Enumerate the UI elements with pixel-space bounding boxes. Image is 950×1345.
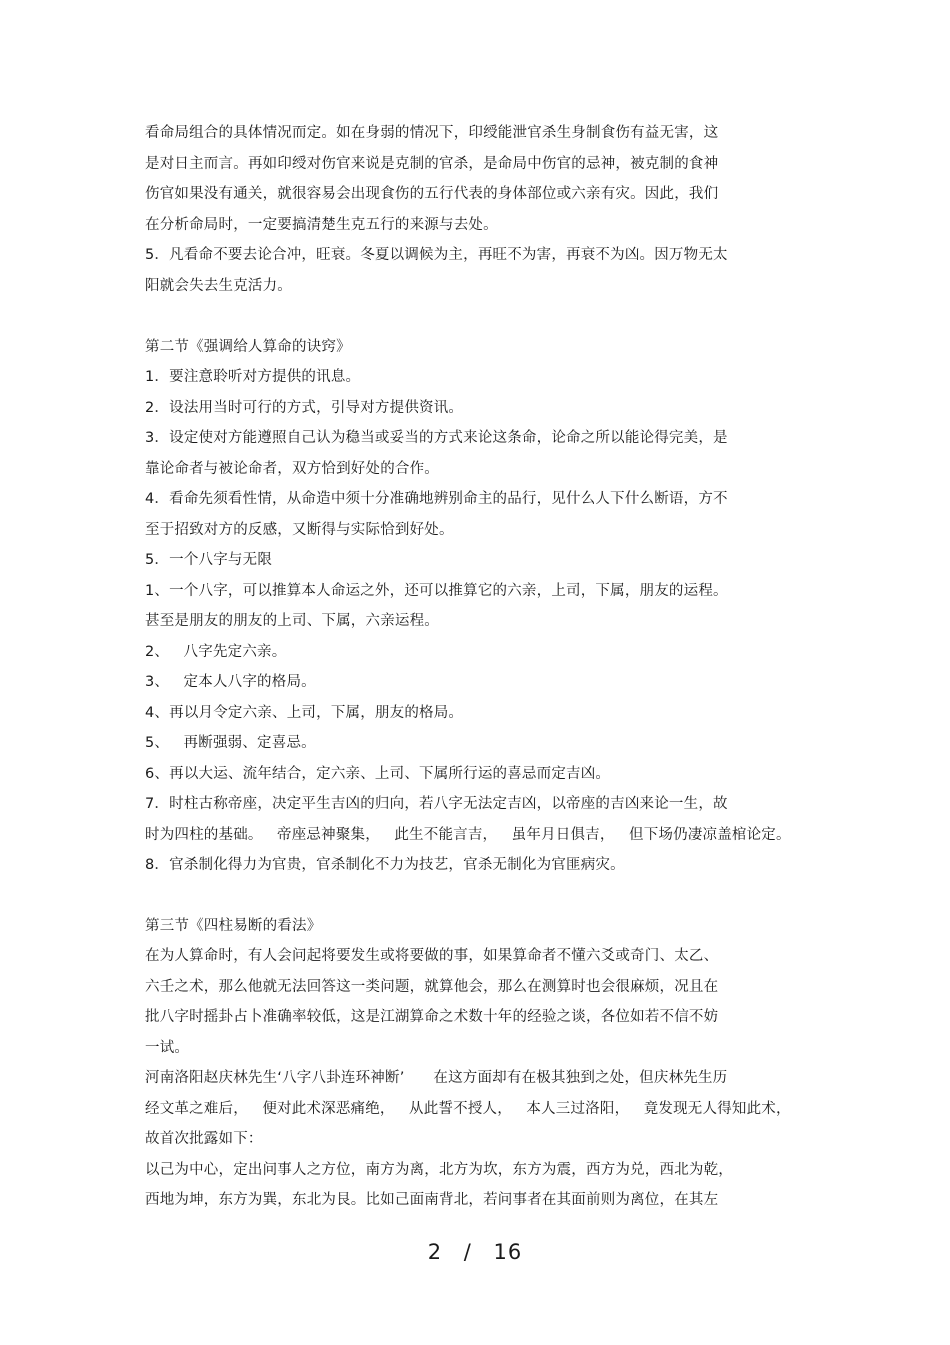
section-heading: 第三节《四柱易断的看法》 [145,918,322,934]
text-line: 批八字时摇卦占卜准确率较低，这是江湖算命之术数十年的经验之谈，各位如若不信不妨 [145,1009,719,1025]
text-line: 在分析命局时，一定要搞清楚生克五行的来源与去处。 [145,217,498,233]
page-separator: / [463,1240,472,1264]
text-line: 1．要注意聆听对方提供的讯息。 [145,369,361,385]
page-current: 2 [427,1240,443,1264]
text-line: 是对日主而言。再如印绶对伤官来说是克制的官杀，是命局中伤官的忌神，被克制的食神 [145,156,719,172]
text-line: 4．看命先须看性情，从命造中须十分准确地辨别命主的品行，见什么人下什么断语，方不 [145,491,728,507]
page-total: 16 [493,1240,523,1264]
text-line: 伤官如果没有通关，就很容易会出现食伤的五行代表的身体部位或六亲有灾。因此，我们 [145,186,719,202]
text-line: 阳就会失去生克活力。 [145,278,292,294]
text-line: 以己为中心，定出问事人之方位，南方为离，北方为坎，东方为震，西方为兑，西北为乾， [145,1162,733,1178]
text-line: 3、 定本人八字的格局。 [145,674,316,690]
text-line: 河南洛阳赵庆林先生‘八字八卦连环神断’ 在这方面却有在极其独到之处，但庆林先生历 [145,1070,728,1086]
text-line: 6、再以大运、流年结合，定六亲、上司、下属所行运的喜忌而定吉凶。 [145,766,611,782]
text-line: 8．官杀制化得力为官贵，官杀制化不力为技艺，官杀无制化为官匪病灾。 [145,857,625,873]
text-line: 在为人算命时，有人会问起将要发生或将要做的事，如果算命者不懂六爻或奇门、太乙、 [145,948,719,964]
text-line: 5．凡看命不要去论合冲，旺衰。冬夏以调候为主，再旺不为害，再衰不为凶。因万物无太 [145,247,728,263]
text-line: 4、再以月令定六亲、上司，下属，朋友的格局。 [145,705,464,721]
page-number [0,1240,950,1264]
text-line: 时为四柱的基础。 帝座忌神聚集， 此生不能言吉， 虽年月日俱吉， 但下场仍凄凉盖棺论定。 [145,827,791,843]
text-line: 西地为坤，东方为巽，东北为艮。比如己面南背北，若问事者在其面前则为离位，在其左 [145,1192,719,1208]
text-line: 靠论命者与被论命者，双方恰到好处的合作。 [145,461,439,477]
text-line: 一试。 [145,1040,190,1056]
text-line: 经文革之难后， 便对此术深恶痛绝， 从此誓不授人， 本人三过洛阳， 竟发现无人得知此术， [145,1101,791,1117]
text-line: 3．设定使对方能遵照自己认为稳当或妥当的方式来论这条命，论命之所以能论得完美，是 [145,430,728,446]
text-line: 7．时柱古称帝座，决定平生吉凶的归向，若八字无法定吉凶，以帝座的吉凶来论一生，故 [145,796,728,812]
text-line: 至于招致对方的反感，又断得与实际恰到好处。 [145,522,454,538]
text-line: 故首次批露如下： [145,1131,263,1147]
text-line: 5．一个八字与无限 [145,552,273,568]
section-heading: 第二节《强调给人算命的诀窍》 [145,339,351,355]
text-line: 2、 八字先定六亲。 [145,644,287,660]
text-line: 5、 再断强弱、定喜忌。 [145,735,316,751]
text-line: 2．设法用当时可行的方式，引导对方提供资讯。 [145,400,464,416]
text-line: 六壬之术，那么他就无法回答这一类问题，就算他会，那么在测算时也会很麻烦，况且在 [145,979,719,995]
text-line: 1、一个八字，可以推算本人命运之外，还可以推算它的六亲，上司，下属，朋友的运程。 [145,583,728,599]
text-line: 看命局组合的具体情况而定。如在身弱的情况下，印绶能泄官杀生身制食伤有益无害，这 [145,125,719,141]
text-line: 甚至是朋友的朋友的上司、下属，六亲运程。 [145,613,439,629]
